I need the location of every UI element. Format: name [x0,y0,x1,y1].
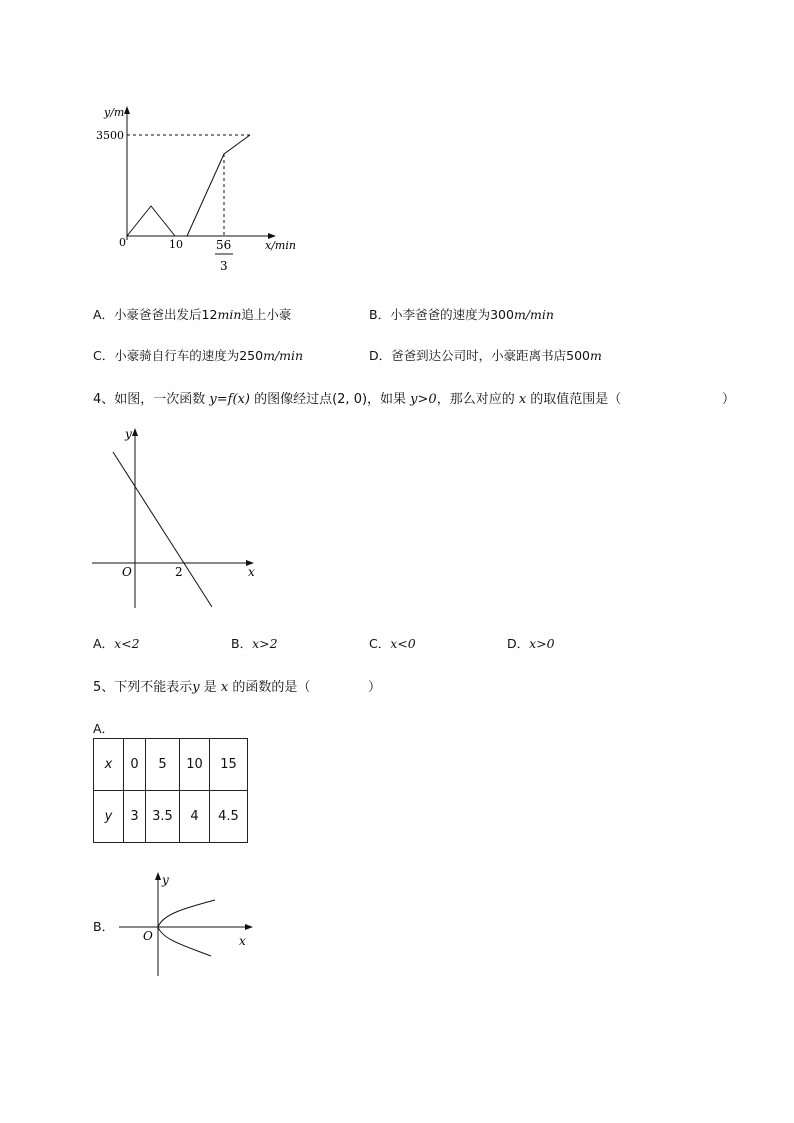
q4-text-mid: 的图像经过点(2, 0)，如果 [249,392,411,407]
y-axis-label: y [125,427,132,441]
q3-option-b [369,305,554,323]
x-tick-56-num: 56 [216,238,232,252]
table-row-y [94,791,248,843]
table-row-x [94,739,248,791]
q3-option-c-unit: m/min [263,348,304,363]
q3-option-a [93,305,291,323]
q4-option-b-letter: B． [231,636,253,651]
x-tick-10: 10 [169,238,183,251]
q3-option-d-unit: m [590,348,602,363]
q4-option-d-value: x>0 [529,636,555,651]
q4-option-a-value: x<2 [114,636,140,651]
question-4 [93,388,621,407]
q5-text-mid: 是 [199,680,221,695]
q4-var: x [518,392,527,407]
y-axis-arrow [132,428,138,436]
q4-text-post: 的取值范围是（ [526,392,622,407]
table-cell: 3 [124,791,146,843]
table-cell: 3.5 [146,791,180,843]
q4-option-c-value: x<0 [390,636,416,651]
q5-paren-close: ） [368,680,382,695]
q5-x: x [220,680,229,695]
q3-option-d [369,346,602,364]
q5-option-b-label: B． [93,919,115,934]
q4-text-mid2: ，那么对应的 [436,392,519,407]
q3-option-c-text: C．小豪骑自行车的速度为250 [93,348,264,363]
function-line [113,452,212,607]
table-cell: 10 [180,739,210,791]
q4-option-c-letter: C． [369,636,391,651]
q4-func: y=f [209,392,233,407]
q5-y: y [192,680,200,695]
q3-option-d-text: D．爸爸到达公司时，小豪距离书店500 [369,348,590,363]
q4-option-a-letter: A． [93,636,115,651]
y-tick-3500: 3500 [96,129,124,142]
x-axis-label: x/min [265,239,296,252]
y-axis-label: y [162,873,169,887]
question-5 [93,676,310,695]
table-cell: 15 [210,739,248,791]
table-cell: 4.5 [210,791,248,843]
curve-lower [158,927,211,956]
curve-upper [158,900,215,927]
linear-function-graph [88,424,268,614]
q3-option-a-tail: 追上小豪 [241,307,292,322]
table-cell: 0 [124,739,146,791]
parabola-sideways-graph [115,868,260,980]
q5-option-a-label: A． [93,721,115,736]
q3-option-c [93,346,303,364]
x-axis-label: x [239,934,246,948]
q3-option-a-unit: min [217,307,242,322]
xiaohao-path [127,206,175,236]
q4-text-pre: 4、如图，一次函数 [93,392,210,407]
origin-label: 0 [119,236,126,249]
q4-func-arg: (x) [232,392,250,407]
x-axis-arrow [245,924,253,930]
q4-cond: y>0 [410,392,437,407]
y-axis-label: y/m [104,106,125,119]
table-cell: x [94,739,124,791]
dad-path [187,135,250,236]
y-axis-arrow [124,106,130,114]
q3-option-b-unit: m/min [513,307,554,322]
q4-option-c [369,634,416,652]
x-axis-label: x [248,565,255,579]
table-cell: 5 [146,739,180,791]
q3-option-b-text: B．小李爸爸的速度为300 [369,307,514,322]
q5-text-pre: 5、下列不能表示 [93,680,193,695]
table-cell: 4 [180,791,210,843]
origin-label: O [143,929,153,943]
q5-text-post: 的函数的是（ [228,680,311,695]
q4-option-b-value: x>2 [252,636,278,651]
x-tick-2: 2 [175,565,183,579]
q4-option-a [93,634,140,652]
x-tick-56-den: 3 [220,259,228,273]
q5-value-table [93,738,248,843]
q3-option-a-text: A．小豪爸爸出发后12 [93,307,218,322]
q4-option-d [507,634,555,652]
q4-paren-close: ） [722,392,736,407]
distance-time-graph [90,100,320,280]
y-axis-arrow [155,872,161,880]
table-cell: y [94,791,124,843]
q4-option-d-letter: D． [507,636,530,651]
origin-label: O [122,565,132,579]
q4-option-b [231,634,278,652]
